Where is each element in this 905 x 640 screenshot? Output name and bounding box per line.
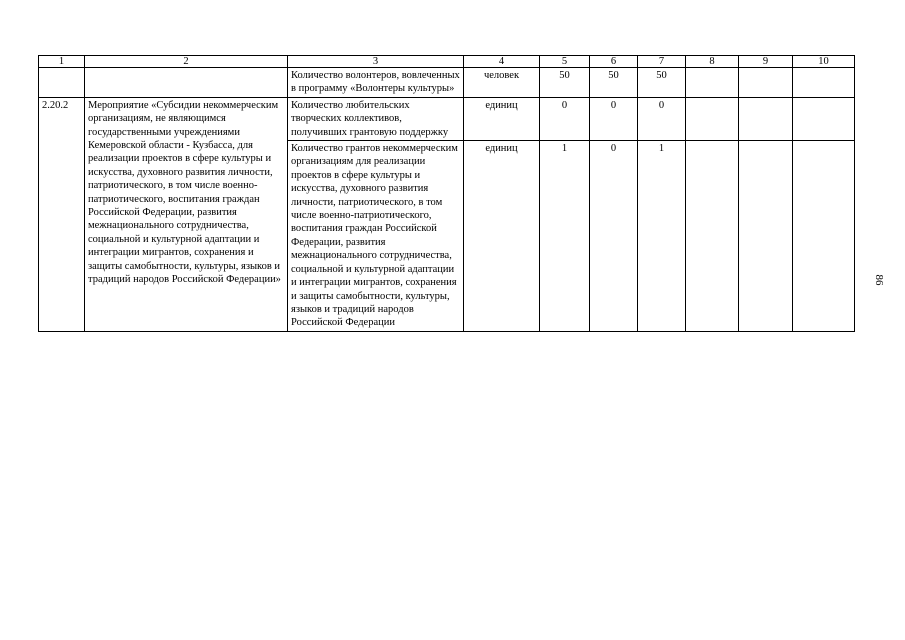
header-cell-9: 9 (739, 56, 793, 68)
unit-cell: единиц (464, 141, 540, 332)
value-cell-9 (739, 97, 793, 140)
header-cell-5: 5 (540, 56, 590, 68)
measure-cell (85, 68, 288, 98)
value-cell-9 (739, 141, 793, 332)
value-cell-9 (739, 68, 793, 98)
value-cell-7: 50 (638, 68, 686, 98)
value-cell-10 (793, 68, 855, 98)
header-cell-1: 1 (39, 56, 85, 68)
value-cell-8 (686, 141, 739, 332)
table-row (39, 68, 855, 98)
value-cell-10 (793, 97, 855, 140)
indicator-cell: Количество любительских творческих коллективов, получивших грантовую поддержку (288, 97, 464, 140)
value-cell-5: 0 (540, 97, 590, 140)
header-cell-8: 8 (686, 56, 739, 68)
unit-cell: единиц (464, 97, 540, 140)
measure-cell: Мероприятие «Субсидии некоммерческим организациям, не являющимся государственными учреждениями Кемеровской области - Кузбасса, для реализации проектов в сфере культуры и искусства, духовного развития личности, патриотического, в том числе военно-патриотического, воспитания граждан Российской Федерации, развития межнационального сотрудничества, социальной и культурной адаптации и интеграции мигрантов, сохранения и защиты самобытности, культуры, языков и традиций народов Российской Федерации» (85, 97, 288, 331)
value-cell-6: 50 (590, 68, 638, 98)
value-cell-5: 50 (540, 68, 590, 98)
header-cell-3: 3 (288, 56, 464, 68)
value-cell-8 (686, 68, 739, 98)
header-cell-6: 6 (590, 56, 638, 68)
value-cell-5: 1 (540, 141, 590, 332)
header-cell-7: 7 (638, 56, 686, 68)
indicator-cell: Количество волонтеров, вовлеченных в программу «Волонтеры культуры» (288, 68, 464, 98)
table-row (39, 97, 855, 140)
code-cell: 2.20.2 (39, 97, 85, 331)
header-row (39, 56, 855, 68)
unit-cell: человек (464, 68, 540, 98)
value-cell-6: 0 (590, 97, 638, 140)
value-cell-7: 1 (638, 141, 686, 332)
page-number: 86 (873, 274, 885, 286)
header-cell-10: 10 (793, 56, 855, 68)
indicators-table (38, 55, 855, 332)
value-cell-8 (686, 97, 739, 140)
header-cell-4: 4 (464, 56, 540, 68)
header-cell-2: 2 (85, 56, 288, 68)
value-cell-6: 0 (590, 141, 638, 332)
code-cell (39, 68, 85, 98)
value-cell-10 (793, 141, 855, 332)
indicator-cell: Количество грантов некоммерческим организациям для реализации проектов в сфере культуры и искусства, духовного развития личности, патриотического, в том числе военно-патриотического, воспитания граждан Российской Федерации, развития межнационального сотрудничества, социальной и культурной адаптации и интеграции мигрантов, сохранения и защиты самобытности, культуры, языков и традиций народов Российской Федерации (288, 141, 464, 332)
value-cell-7: 0 (638, 97, 686, 140)
